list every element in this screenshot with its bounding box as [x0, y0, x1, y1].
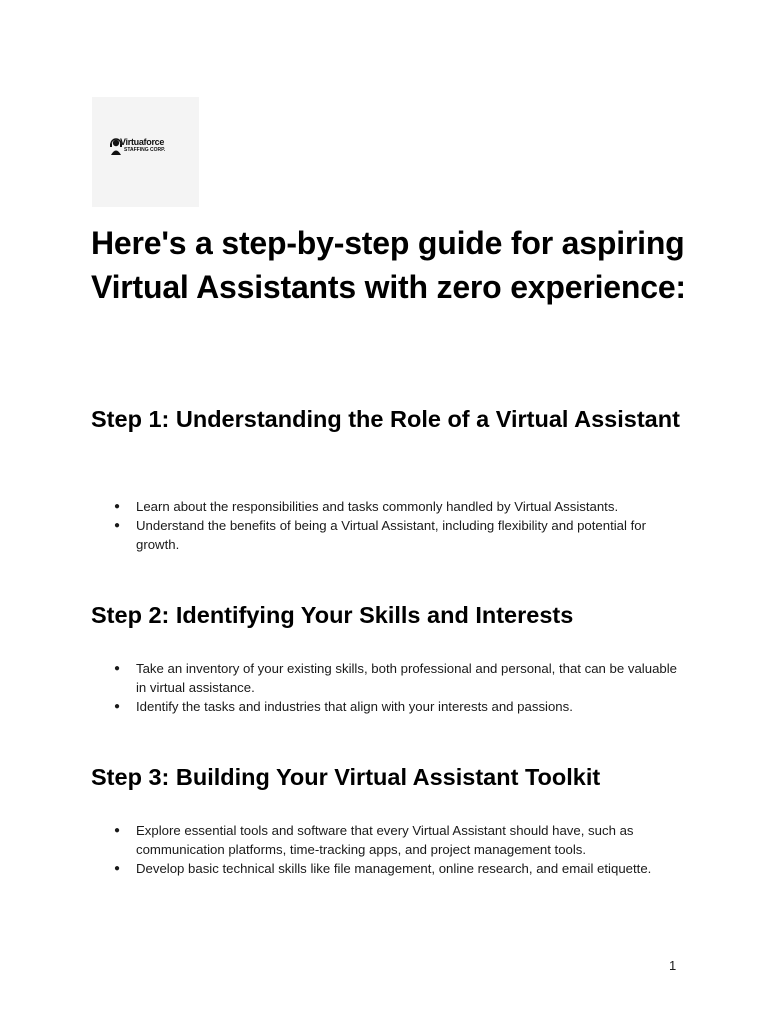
list-item-text: Understand the benefits of being a Virtual Assistant, including flexibility and potential for growth.	[136, 518, 646, 552]
list-item	[0, 497, 680, 516]
company-logo	[92, 97, 199, 207]
step-2-bullet-list	[0, 659, 680, 716]
list-item-text: Take an inventory of your existing skills, both professional and personal, that can be valuable in virtual assistance.	[136, 661, 678, 695]
list-item	[0, 859, 680, 878]
page-number: 1	[669, 958, 677, 973]
list-item	[0, 516, 680, 554]
step-2-heading: Step 2: Identifying Your Skills and Interests	[91, 602, 574, 628]
step-3-bullet-list	[0, 821, 680, 878]
step-1-bullet-list	[0, 497, 680, 554]
step-1-heading: Step 1: Understanding the Role of a Virtual Assistant	[91, 406, 680, 432]
logo-subtitle: STAFFING CORP.	[124, 147, 166, 153]
bullet-icon: ●	[114, 501, 121, 512]
bullet-icon: ●	[114, 520, 121, 531]
list-item	[0, 821, 680, 859]
list-item	[0, 697, 680, 716]
bullet-icon: ●	[114, 863, 121, 874]
bullet-icon: ●	[114, 663, 121, 674]
list-item-text: Identify the tasks and industries that align with your interests and passions.	[136, 699, 573, 714]
step-3-heading: Step 3: Building Your Virtual Assistant Toolkit	[91, 764, 601, 790]
list-item-text: Develop basic technical skills like file management, online research, and email etiquette.	[136, 861, 652, 876]
list-item	[0, 659, 680, 697]
list-item-text: Learn about the responsibilities and tasks commonly handled by Virtual Assistants.	[136, 499, 619, 514]
list-item-text: Explore essential tools and software that every Virtual Assistant should have, such as communication platforms, time-tracking apps, and project management tools.	[136, 823, 634, 857]
bullet-icon: ●	[114, 701, 121, 712]
bullet-icon: ●	[114, 825, 121, 836]
document-title: Here's a step-by-step guide for aspiring Virtual Assistants with zero experience:	[91, 225, 686, 305]
logo-name: Virtuaforce	[120, 137, 165, 147]
